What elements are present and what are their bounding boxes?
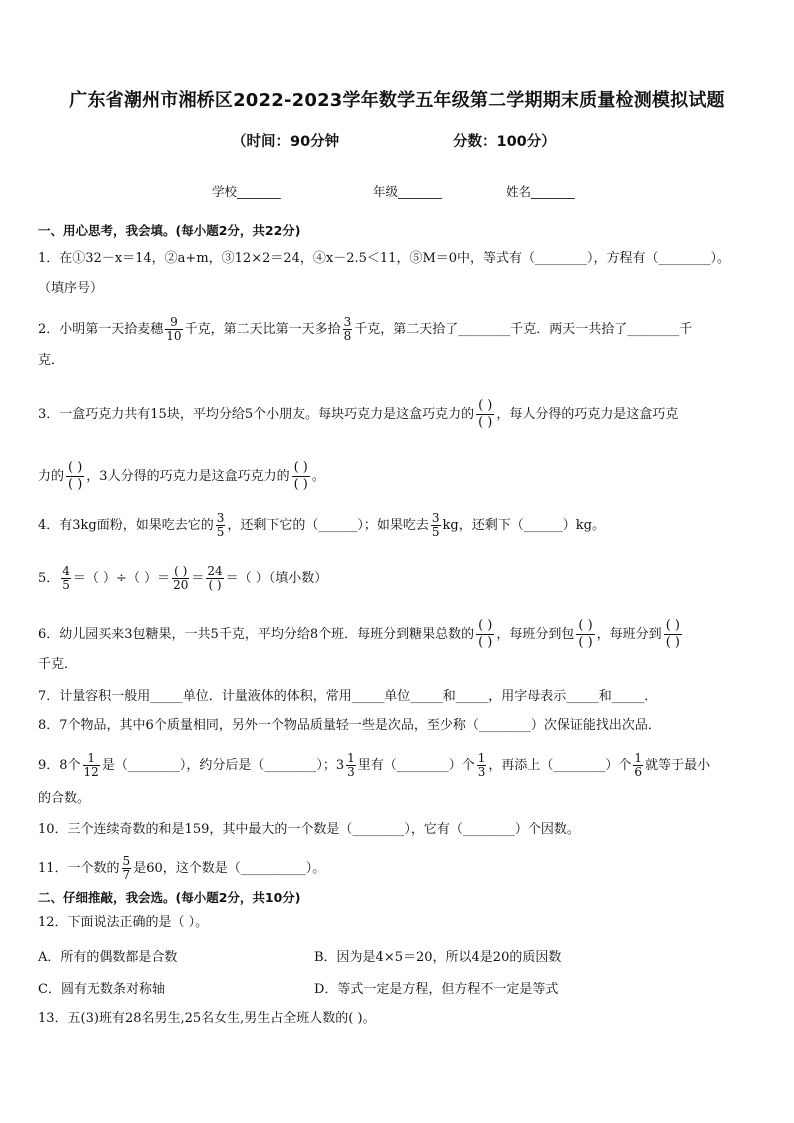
question-6-line-1 [38, 618, 684, 651]
fraction [61, 565, 71, 592]
numerator: 1 [347, 751, 355, 765]
denominator: ( ) [68, 477, 83, 492]
school-field [212, 182, 281, 200]
exam-title: 广东省潮州市湘桥区2022-2023学年数学五年级第二学期期末质量检测模拟试题 [69, 90, 725, 111]
question-9-line-2: 的合数。 [38, 791, 91, 806]
blank-fraction [476, 618, 494, 651]
q5-text-1: 5． [38, 571, 60, 586]
numerator: 24 [207, 564, 223, 578]
q5-text-2: ＝（ ）÷（ ）＝ [72, 571, 171, 586]
q3-text-5: 。 [311, 469, 325, 484]
denominator: 5 [62, 578, 70, 592]
school-label: 学校 [212, 184, 238, 199]
numerator: 1 [87, 751, 95, 765]
question-13: 13．五(3)班有28名男生,25名女生,男生占全班人数的( )。 [38, 1011, 376, 1026]
denominator: 20 [173, 578, 189, 592]
question-2-line-1 [38, 316, 692, 343]
option-b: B．因为是4×5＝20，所以4是20的质因数 [314, 950, 562, 965]
option-d: D．等式一定是方程，但方程不一定是等式 [314, 982, 559, 997]
denominator: ( ) [578, 635, 593, 650]
denominator: 10 [166, 329, 182, 343]
denominator: 6 [634, 765, 643, 779]
numerator: ( ) [174, 564, 188, 578]
numerator: 1 [477, 751, 486, 765]
question-9-line-1 [38, 752, 710, 779]
fraction [122, 855, 132, 882]
fraction [346, 752, 356, 779]
denominator: 7 [122, 868, 131, 882]
q5-text-3: ＝ [191, 571, 205, 586]
question-3-line-1 [38, 398, 678, 431]
q9-text-5: 就等于最小 [645, 758, 711, 773]
exam-time: （时间：90分钟 [232, 134, 340, 150]
question-1-line-2: （填序号） [38, 281, 104, 296]
fraction [633, 752, 643, 779]
q11-text-2: 是60，这个数是（__________）。 [133, 861, 326, 876]
q3-text-3: 力的 [38, 469, 65, 484]
grade-label: 年级 [373, 184, 399, 199]
question-11 [38, 855, 325, 882]
q3-text-4: ，3人分得的巧克力是这盒巧克力的 [86, 469, 290, 484]
question-6-line-2: 千克． [38, 657, 78, 672]
q4-text-1: 4．有3kg面粉，如果吃去它的 [38, 518, 214, 533]
denominator: ( ) [208, 578, 222, 592]
denominator: 3 [477, 765, 486, 779]
numerator: 4 [62, 564, 70, 578]
denominator: 5 [216, 525, 225, 539]
blank-fraction [664, 618, 682, 651]
q6-text-2: ，每班分到包 [496, 627, 575, 642]
grade-field [373, 182, 442, 200]
denominator: ( ) [293, 477, 308, 492]
question-7: 7．计量容积一般用_____单位．计量液体的体积，常用_____单位_____和_____，用字母表示_____和_____． [38, 689, 658, 704]
option-c: C．圆有无数条对称轴 [38, 982, 165, 997]
numerator: 3 [216, 511, 225, 525]
name-label: 姓名 [506, 184, 532, 199]
blank-fraction [292, 460, 310, 493]
numerator: 1 [634, 751, 643, 765]
denominator: 12 [83, 765, 99, 779]
numerator: 5 [122, 854, 131, 868]
denominator: 5 [431, 525, 440, 539]
blank-fraction [576, 618, 594, 651]
q2-text-1: 2．小明第一天拾麦穗 [38, 322, 164, 337]
numerator: ( ) [293, 460, 308, 475]
q2-text-3: 千克，第二天拾了________千克．两天一共拾了________千 [354, 322, 693, 337]
fraction [216, 512, 226, 539]
q5-text-4: ＝（ ）（填小数） [225, 571, 328, 586]
numerator: ( ) [578, 618, 593, 633]
numerator: ( ) [68, 460, 83, 475]
q3-text-2: ，每人分得的巧克力是这盒巧克 [496, 407, 679, 422]
blank-fraction [476, 398, 494, 431]
name-blank: _______ [531, 184, 575, 199]
name-field [506, 182, 575, 200]
denominator: 3 [347, 765, 355, 779]
q9-text-1: 9．8个 [38, 758, 81, 773]
question-1-line-1: 1．在①32－x＝14，②a+m，③12×2＝24，④x－2.5＜11，⑤M＝0中，等式有（________），方程有（________）。 [38, 251, 731, 266]
fraction [165, 316, 182, 343]
numerator: 3 [431, 511, 440, 525]
q6-text-3: ，每班分到 [596, 627, 662, 642]
question-3-line-2 [38, 460, 325, 493]
denominator: ( ) [665, 635, 680, 650]
q9-text-2: 是（________），约分后是（________）；3 [101, 758, 345, 773]
fraction [83, 752, 100, 779]
denominator: ( ) [478, 635, 493, 650]
section-2-heading: 二、仔细推敲，我会选。(每小题2分，共10分) [38, 890, 301, 905]
q2-text-2: 千克，第二天比第一天多拾 [184, 322, 341, 337]
q4-text-2: ，还剩下它的（______）；如果吃去 [227, 518, 429, 533]
q9-text-3: 里有（________）个 [357, 758, 475, 773]
fraction [206, 565, 223, 592]
option-a: A．所有的偶数都是合数 [38, 950, 178, 965]
fraction [477, 752, 487, 779]
fraction [172, 565, 189, 592]
fraction [431, 512, 441, 539]
question-4 [38, 512, 605, 539]
fraction [343, 316, 353, 343]
denominator: 8 [343, 329, 352, 343]
section-1-heading: 一、用心思考，我会填。(每小题2分，共22分) [38, 223, 301, 238]
grade-blank: _______ [398, 184, 442, 199]
numerator: ( ) [665, 618, 680, 633]
q11-text-1: 11．一个数的 [38, 861, 120, 876]
numerator: ( ) [478, 618, 493, 633]
blank-fraction [66, 460, 84, 493]
question-12-stem: 12．下面说法正确的是（ ）。 [38, 915, 209, 930]
school-blank: _______ [237, 184, 281, 199]
numerator: ( ) [478, 398, 493, 413]
question-5 [38, 565, 327, 592]
question-10: 10．三个连续奇数的和是159，其中最大的一个数是（________），它有（________）个因数。 [38, 822, 580, 837]
q6-text-1: 6．幼儿园买来3包糖果，一共5千克，平均分给8个班．每班分到糖果总数的 [38, 627, 475, 642]
numerator: 3 [343, 315, 352, 329]
q4-text-3: kg，还剩下（______）kg。 [442, 518, 605, 533]
exam-score: 分数：100分） [453, 134, 556, 150]
q3-text-1: 3．一盒巧克力共有15块，平均分给5个小朋友。每块巧克力是这盒巧克力的 [38, 407, 475, 422]
q9-text-4: ，再添上（________）个 [488, 758, 632, 773]
question-2-line-2: 克． [38, 353, 65, 368]
question-8: 8．7个物品，其中6个质量相同，另外一个物品质量轻一些是次品，至少称（________）次保证能找出次品． [38, 718, 661, 733]
denominator: ( ) [478, 415, 493, 430]
numerator: 9 [170, 315, 178, 329]
